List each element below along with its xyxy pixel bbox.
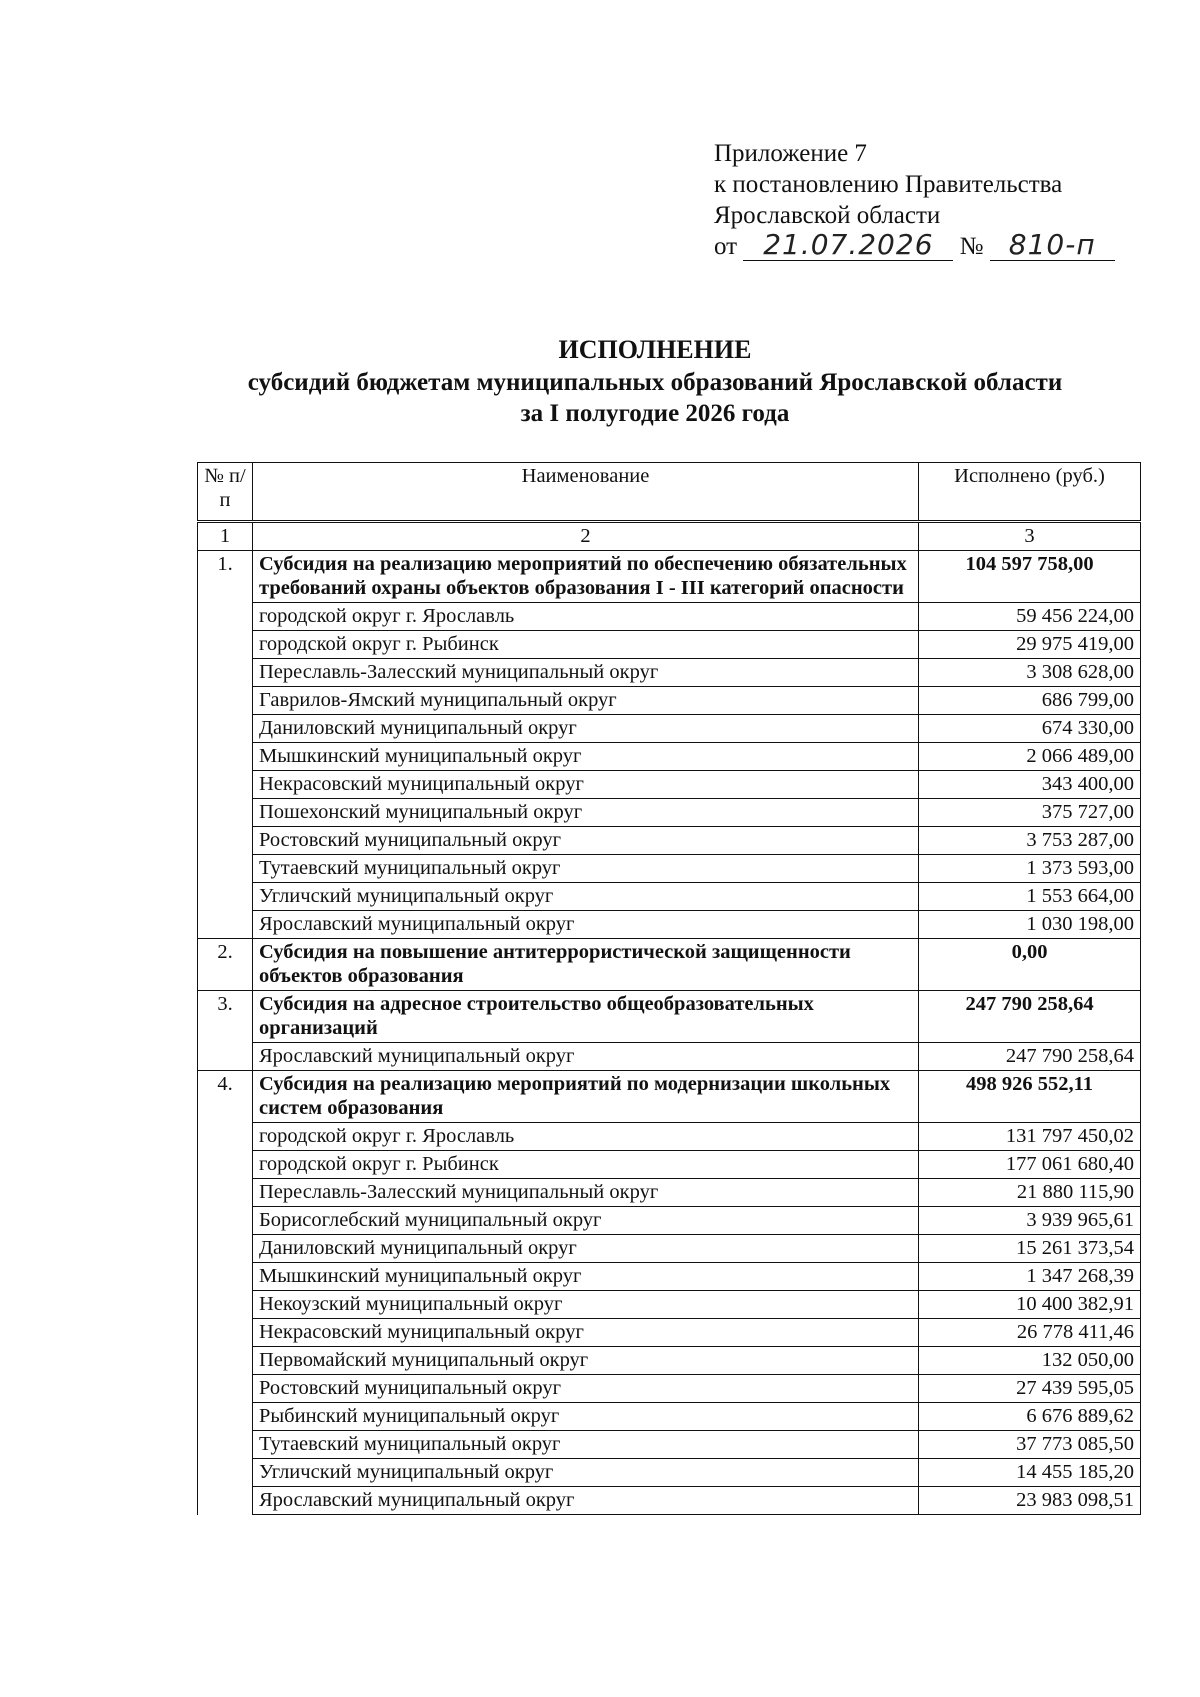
section-total: 247 790 258,64 <box>919 991 1141 1043</box>
table-row <box>198 771 1141 799</box>
row-number-cell <box>198 1487 253 1515</box>
row-number-cell <box>198 603 253 631</box>
row-number-cell <box>198 1347 253 1375</box>
municipality-name: Ярославский муниципальный округ <box>253 911 919 939</box>
row-number-cell <box>198 771 253 799</box>
table-row <box>198 1235 1141 1263</box>
table-row <box>198 659 1141 687</box>
appendix-line: к постановлению Правительства <box>714 171 1063 198</box>
table-row <box>198 1291 1141 1319</box>
municipality-name: городской округ г. Ярославль <box>253 1123 919 1151</box>
municipality-value: 15 261 373,54 <box>919 1235 1141 1263</box>
municipality-value: 14 455 185,20 <box>919 1459 1141 1487</box>
municipality-value: 1 553 664,00 <box>919 883 1141 911</box>
section-number: 2. <box>198 939 253 991</box>
municipality-value: 177 061 680,40 <box>919 1151 1141 1179</box>
municipality-value: 375 727,00 <box>919 799 1141 827</box>
row-number-cell <box>198 1207 253 1235</box>
table-row <box>198 715 1141 743</box>
section-row <box>198 939 1141 991</box>
table-row <box>198 799 1141 827</box>
row-number-cell <box>198 1235 253 1263</box>
municipality-value: 3 308 628,00 <box>919 659 1141 687</box>
municipality-name: городской округ г. Рыбинск <box>253 631 919 659</box>
row-number-cell <box>198 827 253 855</box>
table-row <box>198 1459 1141 1487</box>
table-row <box>198 1375 1141 1403</box>
subsidies-table <box>197 462 1141 1515</box>
title-line: за I полугодие 2026 года <box>520 400 790 427</box>
table-row <box>198 1179 1141 1207</box>
table-row <box>198 687 1141 715</box>
municipality-name: Борисоглебский муниципальный округ <box>253 1207 919 1235</box>
table-row <box>198 743 1141 771</box>
column-number: 3 <box>919 522 1141 551</box>
row-number-cell <box>198 659 253 687</box>
row-number-cell <box>198 1319 253 1347</box>
column-number: 1 <box>198 522 253 551</box>
municipality-value: 3 939 965,61 <box>919 1207 1141 1235</box>
municipality-value: 27 439 595,05 <box>919 1375 1141 1403</box>
section-total: 498 926 552,11 <box>919 1071 1141 1123</box>
row-number-cell <box>198 799 253 827</box>
section-row <box>198 1071 1141 1123</box>
section-name: Субсидия на реализацию мероприятий по обеспечению обязательных требований охраны объектов образования I - III категорий опасности <box>253 551 919 603</box>
table-row <box>198 603 1141 631</box>
municipality-value: 1 347 268,39 <box>919 1263 1141 1291</box>
municipality-value: 1 030 198,00 <box>919 911 1141 939</box>
section-row <box>198 551 1141 603</box>
municipality-value: 686 799,00 <box>919 687 1141 715</box>
municipality-value: 1 373 593,00 <box>919 855 1141 883</box>
municipality-name: Ростовский муниципальный округ <box>253 1375 919 1403</box>
document-title <box>190 334 1120 429</box>
municipality-name: Некоузский муниципальный округ <box>253 1291 919 1319</box>
municipality-value: 674 330,00 <box>919 715 1141 743</box>
table-header-row <box>198 463 1141 522</box>
row-number-cell <box>198 1179 253 1207</box>
appendix-line: Ярославской области <box>714 202 941 229</box>
appendix-date-line <box>714 228 1115 262</box>
municipality-name: Ростовский муниципальный округ <box>253 827 919 855</box>
municipality-name: Некрасовский муниципальный округ <box>253 771 919 799</box>
municipality-name: Первомайский муниципальный округ <box>253 1347 919 1375</box>
row-number-cell <box>198 1043 253 1071</box>
row-number-cell <box>198 631 253 659</box>
from-label: от <box>714 233 738 260</box>
municipality-value: 23 983 098,51 <box>919 1487 1141 1515</box>
row-number-cell <box>198 1375 253 1403</box>
municipality-name: Некрасовский муниципальный округ <box>253 1319 919 1347</box>
table-row <box>198 1347 1141 1375</box>
section-number: 1. <box>198 551 253 603</box>
municipality-name: Мышкинский муниципальный округ <box>253 1263 919 1291</box>
municipality-value: 10 400 382,91 <box>919 1291 1141 1319</box>
municipality-name: Рыбинский муниципальный округ <box>253 1403 919 1431</box>
section-row <box>198 991 1141 1043</box>
row-number-cell <box>198 687 253 715</box>
municipality-value: 3 753 287,00 <box>919 827 1141 855</box>
appendix-line: Приложение 7 <box>714 140 867 167</box>
municipality-name: Переславль-Залесский муниципальный округ <box>253 1179 919 1207</box>
column-number: 2 <box>253 522 919 551</box>
column-numbers-row <box>198 522 1141 551</box>
municipality-name: городской округ г. Рыбинск <box>253 1151 919 1179</box>
row-number-cell <box>198 1431 253 1459</box>
row-number-cell <box>198 715 253 743</box>
municipality-value: 343 400,00 <box>919 771 1141 799</box>
municipality-value: 29 975 419,00 <box>919 631 1141 659</box>
municipality-name: Переславль-Залесский муниципальный округ <box>253 659 919 687</box>
row-number-cell <box>198 855 253 883</box>
municipality-name: Тутаевский муниципальный округ <box>253 1431 919 1459</box>
municipality-name: Гаврилов-Ямский муниципальный округ <box>253 687 919 715</box>
section-name: Субсидия на повышение антитеррористической защищенности объектов образования <box>253 939 919 991</box>
municipality-value: 2 066 489,00 <box>919 743 1141 771</box>
row-number-cell <box>198 1403 253 1431</box>
table-row <box>198 1403 1141 1431</box>
number-label: № <box>959 233 984 260</box>
municipality-name: Ярославский муниципальный округ <box>253 1487 919 1515</box>
appendix-block <box>714 138 1115 262</box>
table-row <box>198 1043 1141 1071</box>
row-number-cell <box>198 1263 253 1291</box>
municipality-value: 26 778 411,46 <box>919 1319 1141 1347</box>
table-row <box>198 1207 1141 1235</box>
table-row <box>198 1487 1141 1515</box>
municipality-name: Угличский муниципальный округ <box>253 1459 919 1487</box>
row-number-cell <box>198 743 253 771</box>
municipality-value: 21 880 115,90 <box>919 1179 1141 1207</box>
municipality-value: 6 676 889,62 <box>919 1403 1141 1431</box>
table-row <box>198 1123 1141 1151</box>
table-row <box>198 1319 1141 1347</box>
table-row <box>198 1263 1141 1291</box>
municipality-name: Мышкинский муниципальный округ <box>253 743 919 771</box>
table-row <box>198 631 1141 659</box>
municipality-value: 59 456 224,00 <box>919 603 1141 631</box>
header-value: Исполнено (руб.) <box>919 463 1141 522</box>
table-row <box>198 911 1141 939</box>
section-name: Субсидия на реализацию мероприятий по модернизации школьных систем образования <box>253 1071 919 1123</box>
table-row <box>198 883 1141 911</box>
municipality-value: 131 797 450,02 <box>919 1123 1141 1151</box>
municipality-name: Даниловский муниципальный округ <box>253 715 919 743</box>
row-number-cell <box>198 911 253 939</box>
header-num: № п/п <box>198 463 253 522</box>
municipality-value: 132 050,00 <box>919 1347 1141 1375</box>
title-line: субсидий бюджетам муниципальных образований Ярославской области <box>247 369 1063 396</box>
municipality-name: Ярославский муниципальный округ <box>253 1043 919 1071</box>
table-row <box>198 1151 1141 1179</box>
section-total: 104 597 758,00 <box>919 551 1141 603</box>
municipality-name: Даниловский муниципальный округ <box>253 1235 919 1263</box>
section-number: 4. <box>198 1071 253 1123</box>
title-main: ИСПОЛНЕНИЕ <box>558 335 752 364</box>
handwritten-number: 810-п <box>990 231 1115 261</box>
section-name: Субсидия на адресное строительство общеобразовательных организаций <box>253 991 919 1043</box>
municipality-value: 37 773 085,50 <box>919 1431 1141 1459</box>
row-number-cell <box>198 1459 253 1487</box>
row-number-cell <box>198 1291 253 1319</box>
table-row <box>198 855 1141 883</box>
municipality-name: Тутаевский муниципальный округ <box>253 855 919 883</box>
table-row <box>198 1431 1141 1459</box>
municipality-name: Пошехонский муниципальный округ <box>253 799 919 827</box>
section-number: 3. <box>198 991 253 1043</box>
municipality-name: Угличский муниципальный округ <box>253 883 919 911</box>
row-number-cell <box>198 883 253 911</box>
row-number-cell <box>198 1123 253 1151</box>
section-total: 0,00 <box>919 939 1141 991</box>
municipality-value: 247 790 258,64 <box>919 1043 1141 1071</box>
header-name: Наименование <box>253 463 919 522</box>
table-row <box>198 827 1141 855</box>
row-number-cell <box>198 1151 253 1179</box>
handwritten-date: 21.07.2026 <box>743 231 953 261</box>
municipality-name: городской округ г. Ярославль <box>253 603 919 631</box>
